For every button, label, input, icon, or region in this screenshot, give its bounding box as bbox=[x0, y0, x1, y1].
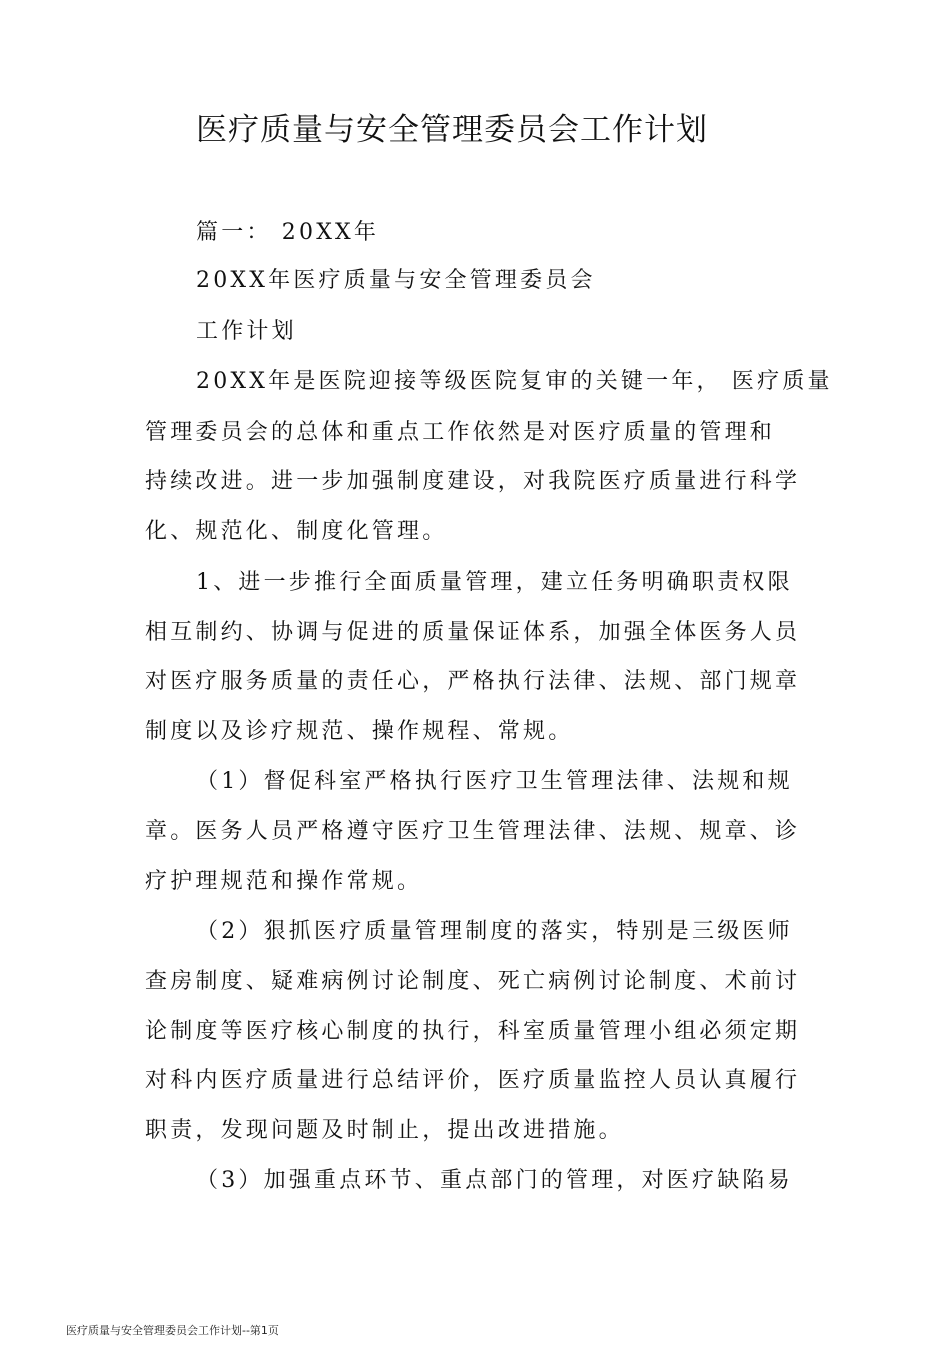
subtitle-line: 20XX年医疗质量与安全管理委员会 bbox=[196, 268, 596, 293]
paragraph-line: 相互制约、协调与促进的质量保证体系，加强全体医务人员 bbox=[145, 620, 801, 645]
paragraph-line: （1）督促科室严格执行医疗卫生管理法律、法规和规 bbox=[196, 769, 793, 794]
page-footer: 医疗质量与安全管理委员会工作计划--第1页 bbox=[66, 1324, 279, 1337]
paragraph-line: 管理委员会的总体和重点工作依然是对医疗质量的管理和 bbox=[145, 420, 776, 445]
paragraph-line: 章。医务人员严格遵守医疗卫生管理法律、法规、规章、诊 bbox=[145, 819, 801, 844]
paragraph-line: 1、进一步推行全面质量管理，建立任务明确职责权限 bbox=[196, 570, 793, 595]
paragraph-line: 查房制度、疑难病例讨论制度、死亡病例讨论制度、术前讨 bbox=[145, 969, 801, 994]
paragraph-line: 论制度等医疗核心制度的执行，科室质量管理小组必须定期 bbox=[145, 1019, 801, 1044]
subtitle-line: 工作计划 bbox=[196, 319, 297, 344]
paragraph-line: 持续改进。进一步加强制度建设，对我院医疗质量进行科学 bbox=[145, 469, 801, 494]
paragraph-line: （2）狠抓医疗质量管理制度的落实，特别是三级医师 bbox=[196, 919, 793, 944]
paragraph-line: 职责，发现问题及时制止，提出改进措施。 bbox=[145, 1118, 624, 1143]
paragraph-line: （3）加强重点环节、重点部门的管理，对医疗缺陷易 bbox=[196, 1168, 793, 1193]
paragraph-line: 制度以及诊疗规范、操作规程、常规。 bbox=[145, 719, 574, 744]
paragraph-line: 化、规范化、制度化管理。 bbox=[145, 519, 448, 544]
section-heading: 篇一： 20XX年 bbox=[196, 220, 380, 245]
paragraph-line: 20XX年是医院迎接等级医院复审的关键一年， 医疗质量 bbox=[196, 369, 833, 394]
page-title: 医疗质量与安全管理委员会工作计划 bbox=[196, 112, 708, 148]
paragraph-line: 对医疗服务质量的责任心，严格执行法律、法规、部门规章 bbox=[145, 669, 801, 694]
paragraph-line: 疗护理规范和操作常规。 bbox=[145, 869, 423, 894]
paragraph-line: 对科内医疗质量进行总结评价，医疗质量监控人员认真履行 bbox=[145, 1068, 801, 1093]
